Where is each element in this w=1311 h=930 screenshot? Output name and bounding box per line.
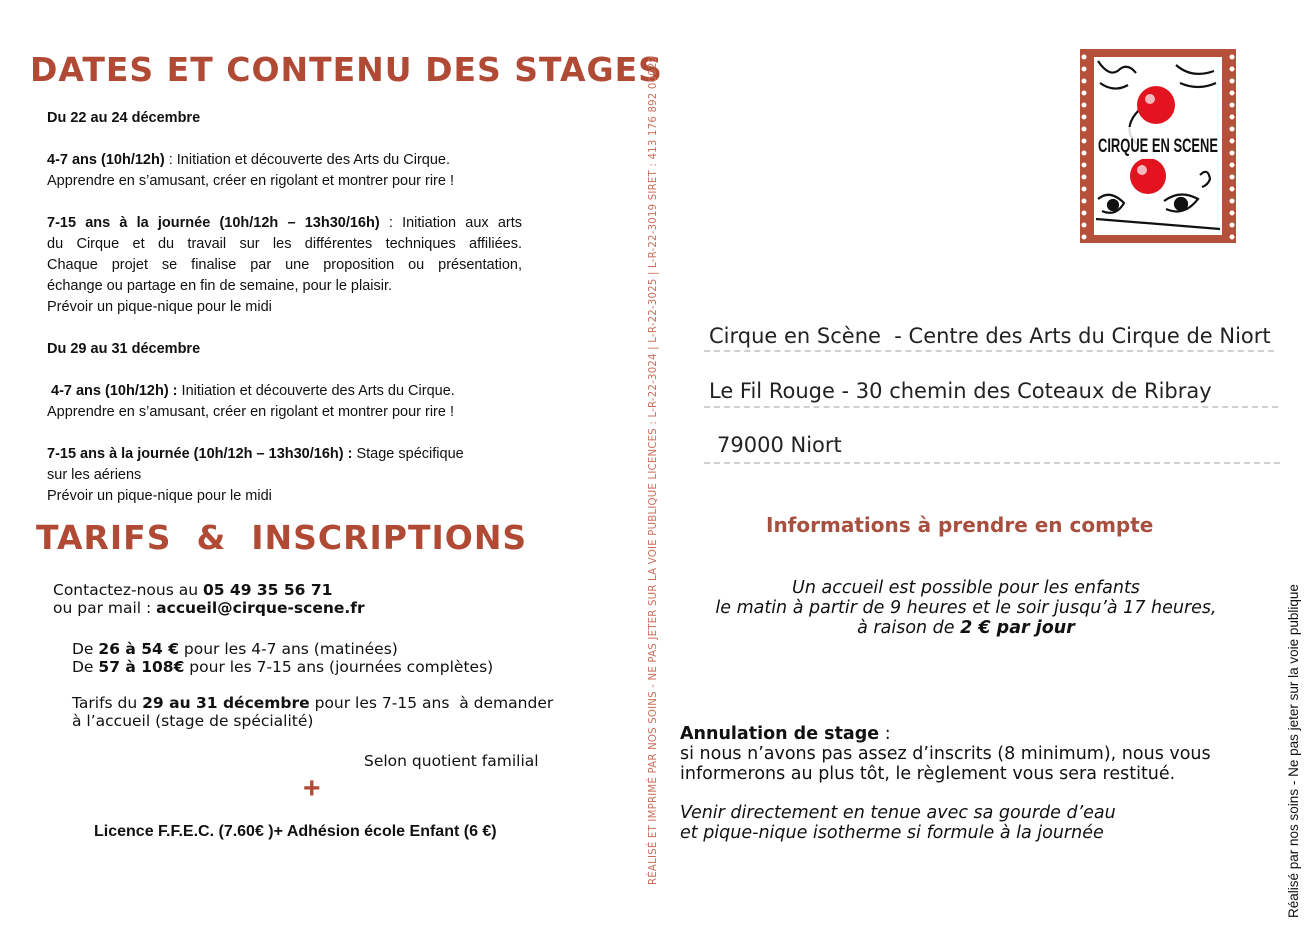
- address-line-3: 79000 Niort: [717, 433, 842, 457]
- address-divider-1: [704, 350, 1274, 352]
- session1-heading: Du 22 au 24 décembre: [47, 110, 201, 126]
- address-divider-3: [704, 462, 1280, 464]
- plus-icon: +: [303, 772, 321, 805]
- session2-b-line1: 7-15 ans à la journée (10h/12h – 13h30/16h) : Stage spécifique: [47, 446, 464, 462]
- venir-block: [680, 803, 1116, 843]
- contact-email-line: ou par mail : accueil@cirque-scene.fr: [53, 599, 365, 617]
- contact-phone-line: Contactez-nous au 05 49 35 56 71: [53, 581, 333, 599]
- dates-title: DATES ET CONTENU DES STAGES: [30, 50, 663, 89]
- accueil-line1: Un accueil est possible pour les enfants: [792, 578, 1140, 598]
- licence-adhesion: Licence F.F.E.C. (7.60€ )+ Adhésion école Enfant (6 €): [94, 823, 497, 840]
- session1-b-line5: Prévoir un pique-nique pour le midi: [47, 299, 272, 315]
- red-nose-bottom: [1130, 158, 1166, 194]
- address-line-2: Le Fil Rouge - 30 chemin des Coteaux de Ribray: [709, 379, 1212, 403]
- session2-a-line2: Apprendre en s’amusant, créer en rigolant et montrer pour rire !: [47, 404, 455, 420]
- tarifs-december-line2: à l’accueil (stage de spécialité): [72, 712, 314, 730]
- info-title: Informations à prendre en compte: [766, 513, 1154, 537]
- session1-a-line2: Apprendre en s’amusant, créer en rigolant et montrer pour rire !: [47, 173, 455, 189]
- session2-heading: Du 29 au 31 décembre: [47, 341, 201, 357]
- session2-a-line1: 4-7 ans (10h/12h) : Initiation et découverte des Arts du Cirque.: [51, 383, 455, 399]
- price-4-7: De 26 à 54 € pour les 4-7 ans (matinées): [72, 640, 398, 658]
- address-divider-2: [704, 406, 1278, 408]
- price-7-15: De 57 à 108€ pour les 7-15 ans (journées complètes): [72, 658, 494, 676]
- right-vertical-text: Réalisé par nos soins - Ne pas jeter sur la voie publique: [1286, 584, 1301, 918]
- accueil-line3: à raison de 2 € par jour: [857, 618, 1075, 638]
- session1-b-line2: du Cirque et du travail sur les différentes techniques affiliées.: [47, 236, 522, 252]
- session1-b-line3: Chaque projet se finalise par une proposition ou présentation,: [47, 257, 522, 273]
- nose-highlight-top: [1145, 94, 1155, 104]
- annulation-block: [680, 724, 1211, 784]
- session1-a-line1: 4-7 ans (10h/12h) : Initiation et découverte des Arts du Cirque.: [47, 152, 450, 168]
- phone-number[interactable]: 05 49 35 56 71: [202, 581, 333, 599]
- annulation-line2: si nous n’avons pas assez d’inscrits (8 minimum), nous vous: [680, 744, 1211, 764]
- email-address[interactable]: accueil@cirque-scene.fr: [156, 599, 365, 617]
- accueil-info: [680, 578, 1252, 638]
- prices-block: [72, 640, 493, 676]
- tarifs-title: TARIFS & INSCRIPTIONS: [36, 518, 528, 557]
- contact-block: [53, 581, 365, 617]
- tarifs-december-line1: Tarifs du 29 au 31 décembre pour les 7-15 ans à demander: [72, 694, 554, 712]
- logo-text: CIRQUE EN SCENE: [1098, 136, 1218, 157]
- stages-content: [47, 108, 522, 507]
- accueil-line2: le matin à partir de 9 heures et le soir jusqu’à 17 heures,: [715, 598, 1217, 618]
- venir-line1: Venir directement en tenue avec sa gourde d’eau: [680, 803, 1116, 823]
- annulation-line3: informerons au plus tôt, le règlement vous sera restitué.: [680, 764, 1176, 784]
- session1-b-line4: échange ou partage en fin de semaine, pour le plaisir.: [47, 278, 393, 294]
- session1-b-line1: 7-15 ans à la journée (10h/12h – 13h30/16h) : Initiation aux arts: [47, 215, 522, 231]
- annulation-heading: Annulation de stage :: [680, 724, 891, 744]
- venir-line2: et pique-nique isotherme si formule à la journée: [680, 823, 1104, 843]
- tarifs-december: [72, 694, 553, 730]
- address-line-1: Cirque en Scène - Centre des Arts du Cirque de Niort: [709, 324, 1271, 348]
- legal-vertical-text: RÉALISÉ ET IMPRIMÉ PAR NOS SOINS - NE PAS JETER SUR LA VOIE PUBLIQUE LICENCES : L-R-22-3024 | L-R-22-3025 | L-R-22-3019 SIRET : 413 176 892 00029: [648, 55, 659, 885]
- quotient-familial: Selon quotient familial: [364, 752, 539, 770]
- red-nose-top: [1137, 86, 1175, 124]
- session2-b-line3: Prévoir un pique-nique pour le midi: [47, 488, 272, 504]
- nose-highlight-bottom: [1137, 165, 1147, 175]
- session2-b-line2: sur les aériens: [47, 467, 142, 483]
- cirque-en-scene-logo: [1080, 49, 1236, 243]
